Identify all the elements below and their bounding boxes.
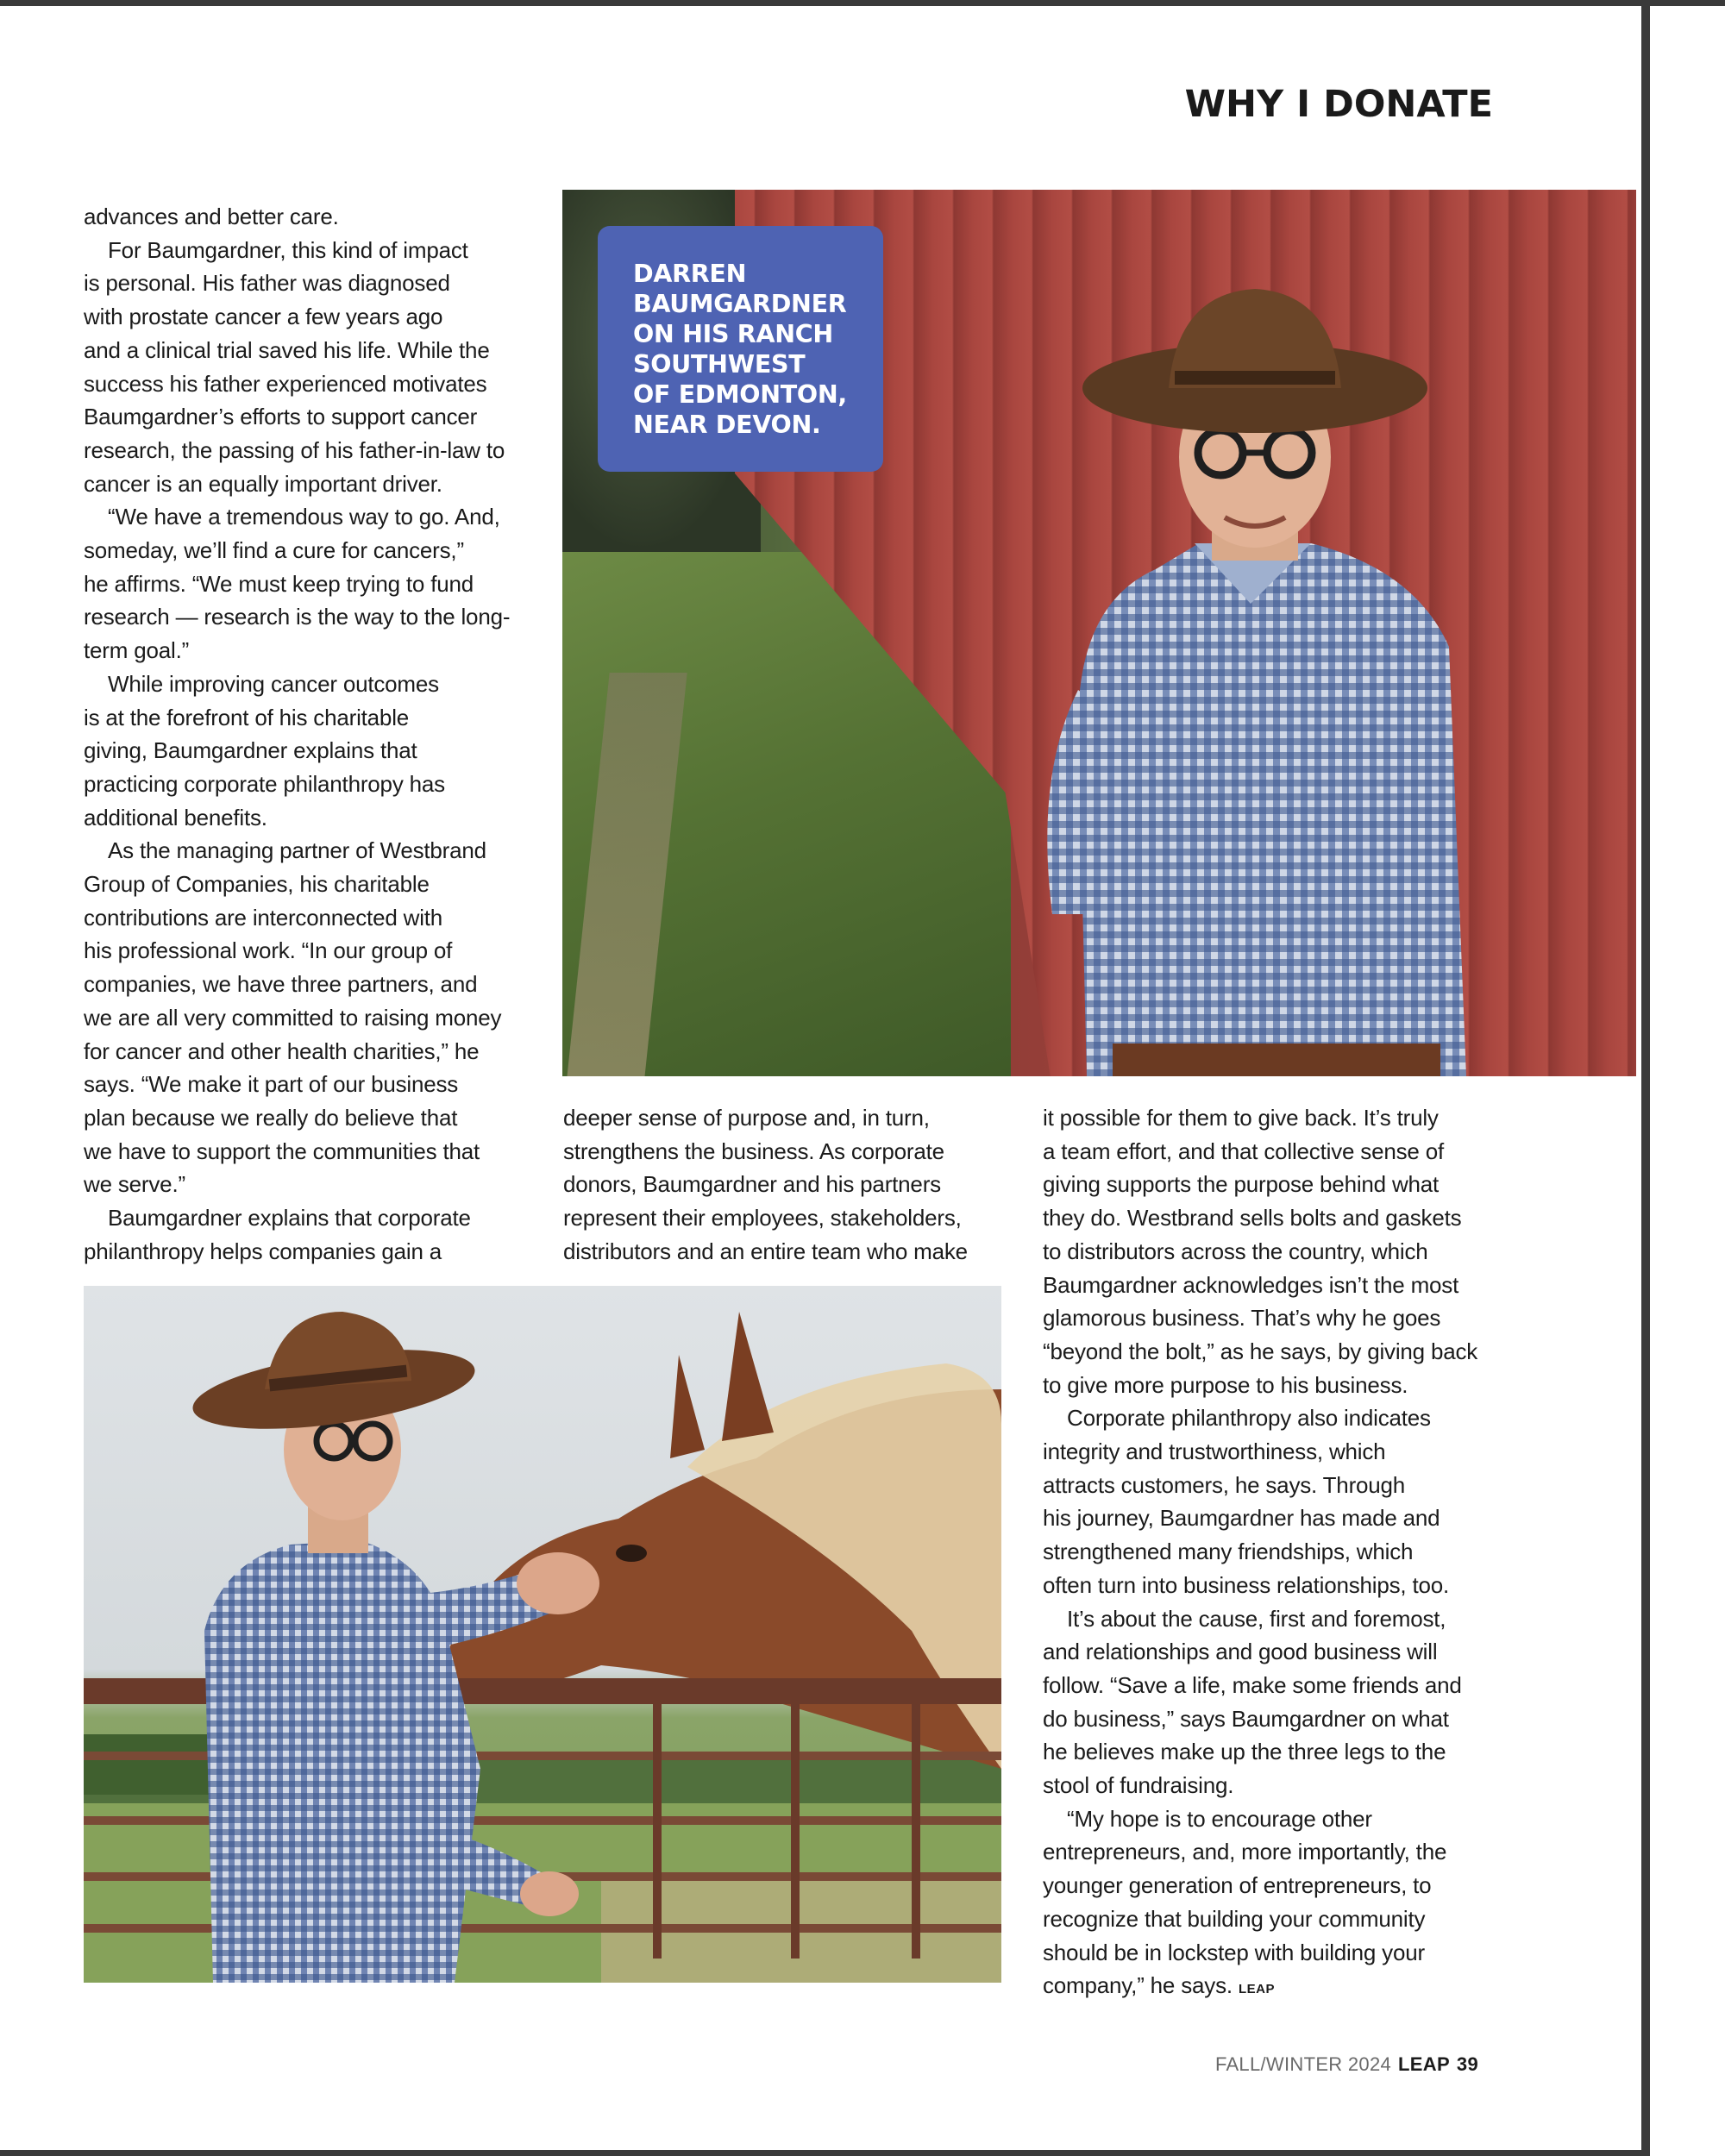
text-line: do business,” says Baumgardner on what <box>1043 1705 1449 1732</box>
text-line: is personal. His father was diagnosed <box>84 270 450 297</box>
text-line: As the managing partner of Westbrand <box>108 837 486 864</box>
text-line: represent their employees, stakeholders, <box>563 1205 962 1232</box>
text-line: his journey, Baumgardner has made and <box>1043 1505 1440 1532</box>
text-line: plan because we really do believe that <box>84 1104 458 1131</box>
end-mark: LEAP <box>1238 1982 1275 1997</box>
text-line: Baumgardner’s efforts to support cancer <box>84 404 478 430</box>
caption-line: BAUMGARDNER <box>633 290 847 318</box>
text-line: Baumgardner explains that corporate <box>108 1205 471 1232</box>
text-line: distributors and an entire team who make <box>563 1238 968 1264</box>
text-line <box>1043 1969 1509 2007</box>
text-line: strengthens the business. As corporate <box>563 1138 944 1164</box>
text-line: follow. “Save a life, make some friends and <box>1043 1671 1462 1698</box>
text-line: we serve.” <box>84 1171 185 1198</box>
text-line: someday, we’ll find a cure for cancers,” <box>84 537 464 564</box>
text-line: success his father experienced motivates <box>84 370 487 397</box>
caption-line: NEAR DEVON. <box>633 411 821 439</box>
magazine-brand: LEAP <box>1398 2053 1450 2075</box>
caption-line: SOUTHWEST <box>633 350 806 379</box>
text-line: attracts customers, he says. Through <box>1043 1471 1406 1498</box>
article-column-2 <box>563 1101 1012 1269</box>
horse-scene-illustration <box>84 1286 1001 1983</box>
text-line: to distributors across the country, which <box>1043 1238 1428 1264</box>
section-header: WHY I DONATE <box>1184 83 1493 126</box>
text-line: younger generation of entrepreneurs, to <box>1043 1872 1432 1899</box>
horse-photo <box>84 1286 1001 1983</box>
page-footer <box>1215 2053 1478 2076</box>
text-line: should be in lockstep with building your <box>1043 1939 1425 1965</box>
text-line: companies, we have three partners, and <box>84 971 478 998</box>
text-line: additional benefits. <box>84 804 267 830</box>
text-line: and a clinical trial saved his life. While the <box>84 336 490 363</box>
barn-portrait-photo <box>562 190 1636 1076</box>
page-margin <box>1650 0 1725 2156</box>
text-line: to give more purpose to his business. <box>1043 1371 1408 1398</box>
text-line: integrity and trustworthiness, which <box>1043 1438 1386 1465</box>
text-line: advances and better care. <box>84 204 339 229</box>
text-line: It’s about the cause, first and foremost, <box>1067 1605 1446 1632</box>
text-line: contributions are interconnected with <box>84 904 443 931</box>
text-line: entrepreneurs, and, more importantly, the <box>1043 1839 1447 1865</box>
text-line: says. “We make it part of our business <box>84 1071 459 1098</box>
text-line: we have to support the communities that <box>84 1138 480 1164</box>
text-line: Group of Companies, his charitable <box>84 871 430 898</box>
text-line: research, the passing of his father-in-law to <box>84 436 505 463</box>
text-line: research — research is the way to the long- <box>84 604 511 630</box>
caption-line: ON HIS RANCH <box>633 320 833 348</box>
text-line: a team effort, and that collective sense of <box>1043 1138 1444 1164</box>
text-line: often turn into business relationships, too. <box>1043 1571 1450 1598</box>
text-line: cancer is an equally important driver. <box>84 470 442 497</box>
text-line: “My hope is to encourage other <box>1067 1805 1372 1832</box>
caption-line: DARREN <box>633 260 747 288</box>
text-line: and relationships and good business will <box>1043 1639 1438 1665</box>
text-line: recognize that building your community <box>1043 1905 1426 1932</box>
article-column-1 <box>84 200 549 1269</box>
text-line: it possible for them to give back. It’s truly <box>1043 1105 1439 1131</box>
text-line: deeper sense of purpose and, in turn, <box>563 1105 930 1131</box>
text-line: for cancer and other health charities,” he <box>84 1037 480 1064</box>
page-border-bottom <box>0 2150 1650 2156</box>
text-line: “We have a tremendous way to go. And, <box>108 504 500 530</box>
text-line: we are all very committed to raising money <box>84 1004 502 1031</box>
text-line: with prostate cancer a few years ago <box>84 304 443 330</box>
text-line: his professional work. “In our group of <box>84 937 453 964</box>
text-line: philanthropy helps companies gain a <box>84 1238 442 1264</box>
man-in-cowboy-hat-figure <box>983 241 1501 1076</box>
caption-line: OF EDMONTON, <box>633 380 847 409</box>
text-line: stool of fundraising. <box>1043 1772 1234 1799</box>
text-line: he believes make up the three legs to the <box>1043 1739 1446 1765</box>
text-line: glamorous business. That’s why he goes <box>1043 1305 1441 1332</box>
text-line: Corporate philanthropy also indicates <box>1067 1405 1431 1432</box>
text-line: term goal.” <box>84 637 190 664</box>
text-line: While improving cancer outcomes <box>108 670 439 697</box>
article-column-3 <box>1043 1101 1509 2007</box>
text-line: he affirms. “We must keep trying to fund <box>84 570 474 597</box>
page-border-right <box>1641 0 1650 2156</box>
text-line: “beyond the bolt,” as he says, by giving back <box>1043 1338 1478 1364</box>
text-line: For Baumgardner, this kind of impact <box>108 236 468 263</box>
text-line: they do. Westbrand sells bolts and gaskets <box>1043 1205 1462 1232</box>
text-line: is at the forefront of his charitable <box>84 704 410 730</box>
text-line: giving supports the purpose behind what <box>1043 1171 1440 1198</box>
text-line: giving, Baumgardner explains that <box>84 737 417 764</box>
text-line: Baumgardner acknowledges isn’t the most <box>1043 1271 1459 1298</box>
text-line: donors, Baumgardner and his partners <box>563 1171 941 1198</box>
page-number: 39 <box>1456 2053 1478 2075</box>
photo-caption-box <box>598 226 883 472</box>
page-border-top <box>0 0 1725 6</box>
issue-label: FALL/WINTER 2024 <box>1214 2053 1392 2075</box>
text-line: strengthened many friendships, which <box>1043 1539 1414 1565</box>
text-line: practicing corporate philanthropy has <box>84 770 445 797</box>
text-line-content: company,” he says. <box>1043 1972 1233 1999</box>
